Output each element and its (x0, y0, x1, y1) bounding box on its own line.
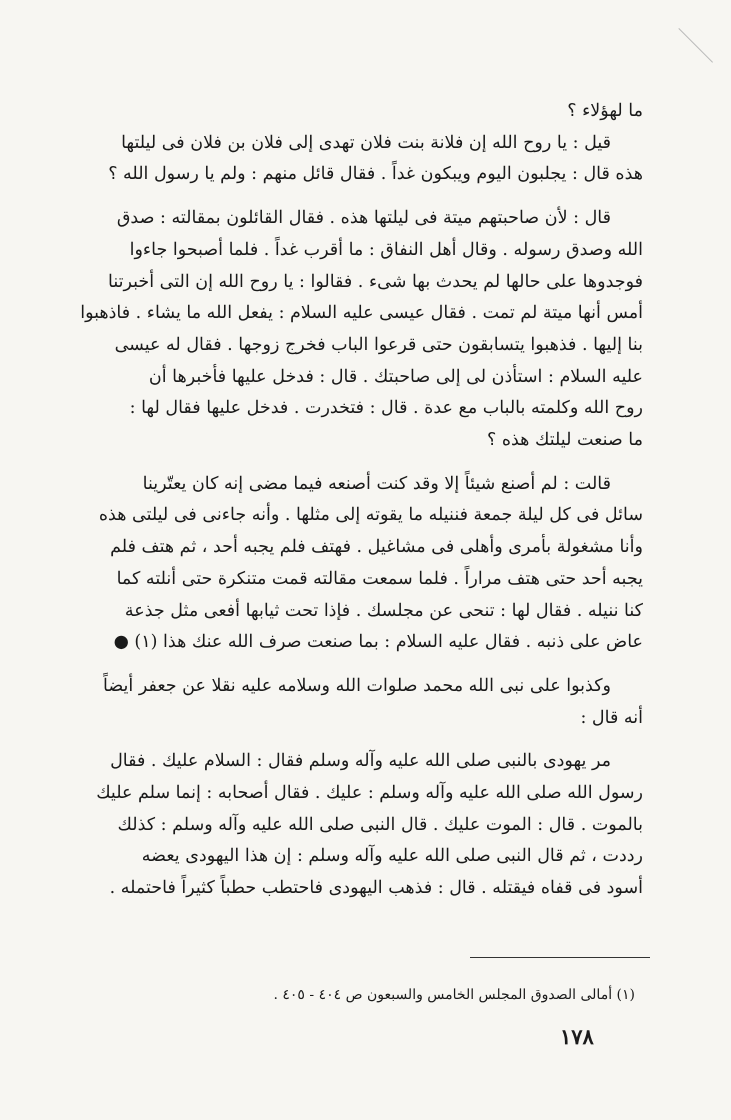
text-line: عليه السلام : استأذن لى إلى صاحبتك . قال : فدخل عليها فأخبرها أن (148, 366, 643, 387)
text-line: بالموت . قال : الموت عليك . قال النبى صلى الله عليه وآله وسلم : كذلك (117, 814, 643, 835)
text-line: روح الله وكلمته بالباب مع عدة . قال : فتخدرت . فدخل عليها فقال لها : (129, 398, 643, 419)
text-line: كنا ننيله . فقال لها : تنحى عن مجلسك . فإذا تحت ثيابها أفعى مثل جذعة (124, 600, 643, 621)
footnote: (١) أمالى الصدوق المجلس الخامس والسبعون ص ٤٠٤ - ٤٠٥ . (273, 987, 635, 1003)
text-line: رددت ، ثم قال النبى صلى الله عليه وآله وسلم : إن هذا اليهودى يعضه (141, 846, 643, 867)
page-number: ١٧٨ (560, 1024, 594, 1049)
text-line: الله وصدق رسوله . وقال أهل النفاق : ما أقرب غداً . فلما أصبحوا جاءوا (129, 239, 643, 260)
text-line: قال : لأن صاحبتهم ميتة فى ليلتها هذه . فقال القائلون بمقالته : صدق (116, 208, 611, 229)
page-corner-mark (644, 28, 713, 97)
main-text (70, 96, 643, 905)
text-line: يجبه أحد حتى هتف مراراً . فلما سمعت مقالته قمت متنكرة حتى أنلته كما (116, 568, 643, 589)
text-line: هذه قال : يجلبون اليوم ويبكون غداً . فقال قائل منهم : ولم يا رسول الله ؟ (108, 164, 643, 185)
text-line: عاض على ذنبه . فقال عليه السلام : بما صنعت صرف الله عنك هذا (١) ● (113, 632, 643, 653)
text-line: مر يهودى بالنبى صلى الله عليه وآله وسلم فقال : السلام عليك . فقال (110, 751, 611, 772)
text-line: ما لهؤلاء ؟ (567, 101, 643, 121)
text-line: قيل : يا روح الله إن فلانة بنت فلان تهدى إلى فلان بن فلان فى ليلتها (121, 132, 611, 153)
text-line: وأنا مشغولة بأمرى وأهلى فى مشاغيل . فهتف فلم يجبه أحد ، ثم هتف فلم (110, 537, 643, 558)
text-line: بنا إليها . فذهبوا يتسابقون حتى قرعوا الباب فخرج زوجها . فقال له عيسى (114, 334, 643, 355)
text-line: وكذبوا على نبى الله محمد صلوات الله وسلامه عليه نقلا عن جعفر أيضاً (103, 675, 611, 696)
text-line: قالت : لم أصنع شيئاً إلا وقد كنت أصنعه فيما مضى إنه كان يعتّرينا (142, 473, 611, 494)
text-line: أنه قال : (580, 707, 643, 728)
text-line: سائل فى كل ليلة جمعة فننيله ما يقوته إلى مثلها . وأنه جاءنى فى ليلتى هذه (98, 505, 643, 526)
text-line: أسود فى قفاه فيقتله . قال : فذهب اليهودى فاحتطب حطباً كثيراً فاحتمله . (109, 878, 643, 899)
text-line: ما صنعت ليلتك هذه ؟ (486, 430, 643, 451)
text-line: رسول الله صلى الله عليه وآله وسلم : عليك . فقال أصحابه : إنما سلم عليك (96, 783, 643, 804)
footnote-separator (470, 957, 650, 958)
text-line: أمس أنها ميتة لم تمت . فقال عيسى عليه السلام : يفعل الله ما يشاء . فاذهبوا (80, 303, 643, 324)
text-line: فوجدوها على حالها لم يحدث بها شىء . فقالوا : يا روح الله إن التى أخبرتنا (107, 271, 643, 292)
